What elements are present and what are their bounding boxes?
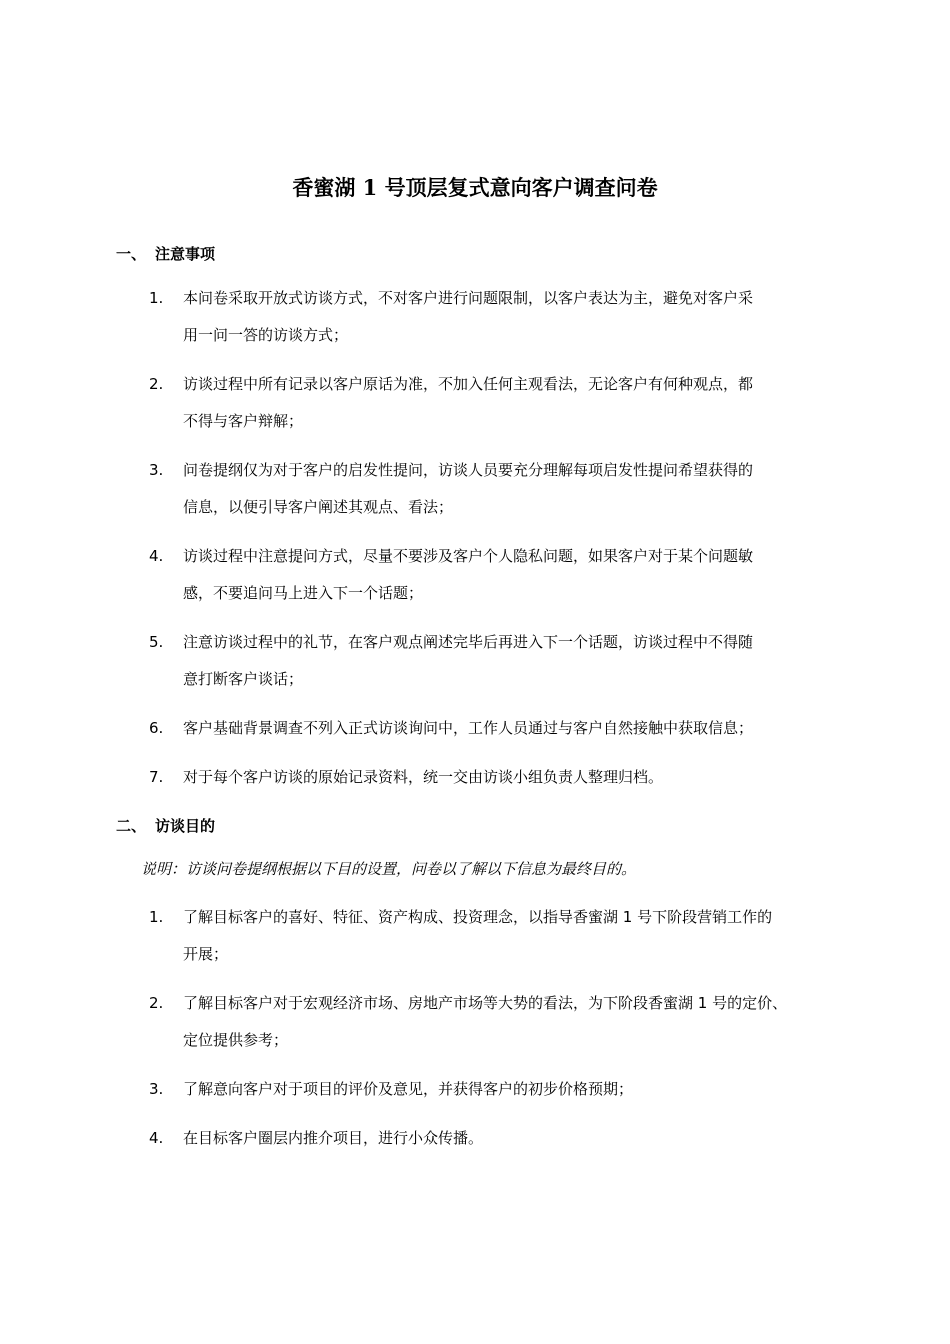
- item-line: 开展；: [183, 945, 229, 963]
- item-number: 1.: [149, 289, 164, 307]
- item-number: 1.: [149, 908, 164, 926]
- item-line: 客户基础背景调查不列入正式访谈询问中，工作人员通过与客户自然接触中获取信息；: [183, 719, 754, 737]
- notes-list: [0, 280, 843, 796]
- list-item: [0, 710, 843, 747]
- list-item: [0, 1120, 863, 1157]
- item-number: 5.: [149, 633, 164, 651]
- item-number: 6.: [149, 719, 164, 737]
- list-item: [0, 899, 863, 973]
- item-line: 用一问一答的访谈方式；: [183, 326, 349, 344]
- item-line: 在目标客户圈层内推介项目，进行小众传播。: [183, 1129, 484, 1147]
- item-line: 注意访谈过程中的礼节，在客户观点阐述完毕后再进入下一个话题，访谈过程中不得随: [183, 633, 754, 651]
- item-line: 了解意向客户对于项目的评价及意见，并获得客户的初步价格预期；: [183, 1080, 634, 1098]
- item-line: 访谈过程中注意提问方式，尽量不要涉及客户个人隐私问题，如果客户对于某个问题敏: [183, 547, 754, 565]
- item-text: [183, 538, 843, 612]
- item-number: 3.: [149, 461, 164, 479]
- section-heading-notes: [116, 243, 215, 265]
- item-text: [183, 710, 843, 747]
- item-line: 访谈过程中所有记录以客户原话为准，不加入任何主观看法，无论客户有何种观点，都: [183, 375, 754, 393]
- item-text: [183, 1120, 843, 1157]
- list-item: [0, 759, 843, 796]
- item-text: [183, 624, 843, 698]
- list-item: [0, 538, 843, 612]
- list-item: [0, 280, 843, 354]
- section-number: 一、: [116, 245, 147, 263]
- item-text: [183, 985, 863, 1059]
- list-item: [0, 366, 843, 440]
- item-text: [183, 759, 843, 796]
- list-item: [0, 624, 843, 698]
- item-number: 4.: [149, 547, 164, 565]
- item-line: 感，不要追问马上进入下一个话题；: [183, 584, 424, 602]
- item-line: 问卷提纲仅为对于客户的启发性提问，访谈人员要充分理解每项启发性提问希望获得的: [183, 461, 754, 479]
- item-number: 3.: [149, 1080, 164, 1098]
- item-text: [183, 452, 843, 526]
- section-number: 二、: [116, 817, 147, 835]
- item-line: 对于每个客户访谈的原始记录资料，统一交由访谈小组负责人整理归档。: [183, 768, 664, 786]
- list-item: [0, 985, 863, 1059]
- item-line: 定位提供参考；: [183, 1031, 289, 1049]
- item-line: 不得与客户辩解；: [183, 412, 304, 430]
- item-text: [183, 366, 843, 440]
- item-number: 2.: [149, 375, 164, 393]
- item-number: 7.: [149, 768, 164, 786]
- item-text: [183, 1071, 843, 1108]
- item-line: 本问卷采取开放式访谈方式，不对客户进行问题限制，以客户表达为主，避免对客户采: [183, 289, 754, 307]
- item-line: 了解目标客户的喜好、特征、资产构成、投资理念，以指导香蜜湖 1 号下阶段营销工作的: [183, 908, 773, 926]
- item-text: [183, 899, 843, 973]
- section-heading-purpose: [116, 815, 215, 837]
- list-item: [0, 452, 843, 526]
- item-line: 意打断客户谈话；: [183, 670, 304, 688]
- item-line: 了解目标客户对于宏观经济市场、房地产市场等大势的看法，为下阶段香蜜湖 1 号的定价、: [183, 994, 788, 1012]
- document-title: 香蜜湖 1 号顶层复式意向客户调查问卷: [292, 175, 658, 200]
- item-line: 信息，以便引导客户阐述其观点、看法；: [183, 498, 454, 516]
- item-number: 4.: [149, 1129, 164, 1147]
- section-note: 说明：访谈问卷提纲根据以下目的设置，问卷以了解以下信息为最终目的。: [141, 860, 637, 878]
- item-number: 2.: [149, 994, 164, 1012]
- section-title: 访谈目的: [155, 817, 216, 835]
- section-title: 注意事项: [155, 245, 216, 263]
- list-item: [0, 1071, 863, 1108]
- purpose-list: [0, 899, 863, 1157]
- item-text: [183, 280, 843, 354]
